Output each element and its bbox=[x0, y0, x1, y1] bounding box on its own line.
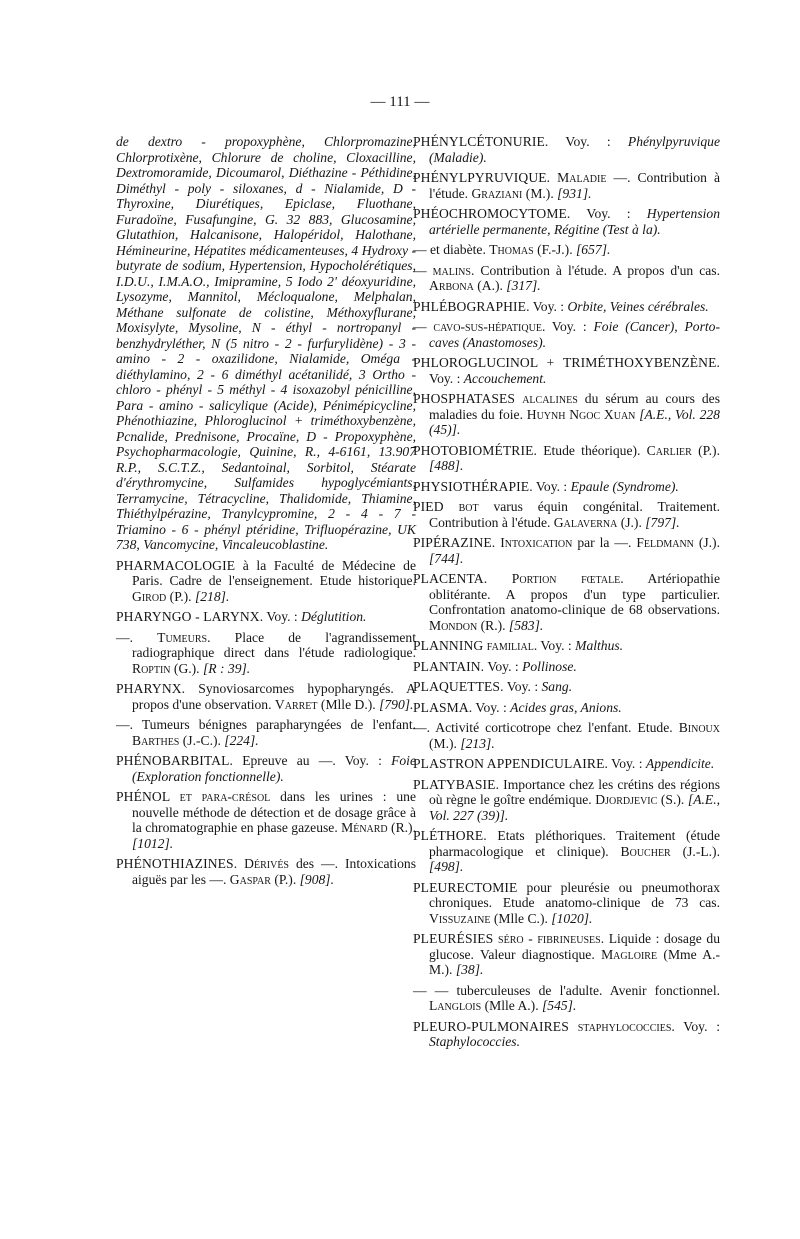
entry-text: [A.E., Vol. 227 (39)]. bbox=[429, 792, 720, 823]
entry-text: dans les urines : une nouvelle méthode de détection et de dosage grâce à la chromatographie en phase gazeuse. bbox=[132, 789, 416, 835]
entry-text: (P.). bbox=[270, 871, 300, 887]
entry-text: Hypertension artérielle permanente, Régitine (Test à la). bbox=[429, 206, 720, 237]
index-entry bbox=[413, 638, 720, 654]
entry-text: Pollinose. bbox=[522, 658, 577, 674]
entry-text: —. Contribution à l'étude. bbox=[429, 170, 720, 201]
entry-heading: PHÉNOL bbox=[116, 789, 180, 804]
entry-heading: PHARYNGO - LARYNX. bbox=[116, 609, 264, 624]
entry-heading: PIED bbox=[413, 499, 459, 514]
entry-text: Graziani bbox=[471, 185, 523, 201]
entry-text: Gaspar bbox=[229, 871, 271, 887]
entry-text: (S.). bbox=[657, 792, 688, 807]
entry-text: Etats pléthoriques. Traitement (étude pharmacologique et clinique). bbox=[429, 828, 720, 859]
index-entry bbox=[413, 679, 720, 695]
entry-heading: PHÉOCHROMOCYTOME. bbox=[413, 206, 571, 221]
index-entry bbox=[413, 242, 720, 258]
index-entry bbox=[413, 720, 720, 751]
entry-heading: PHYSIOTHÉRAPIE. bbox=[413, 478, 533, 494]
index-entry bbox=[413, 299, 720, 315]
entry-text: Voy. : bbox=[263, 609, 302, 624]
entry-text: [218]. bbox=[194, 588, 230, 604]
entry-text: Voy. : bbox=[608, 756, 646, 771]
entry-text: Voy. : bbox=[529, 298, 568, 314]
entry-text: — bbox=[413, 319, 434, 334]
entry-text: Djordjevic bbox=[595, 792, 658, 807]
entry-text: Portion fœtale bbox=[511, 571, 621, 586]
index-entry bbox=[413, 319, 720, 350]
entry-text: (J.). bbox=[617, 514, 646, 530]
entry-heading: PLEURECTOMIE bbox=[413, 879, 518, 895]
index-entry bbox=[413, 1019, 720, 1050]
index-entry bbox=[413, 443, 720, 474]
entry-text: — et diabète. bbox=[413, 242, 490, 257]
entry-text: (R.). bbox=[387, 820, 416, 835]
entry-heading: PLACENTA. bbox=[413, 571, 488, 586]
entry-text: [R : 39]. bbox=[202, 660, 251, 676]
entry-text: [224]. bbox=[224, 732, 259, 748]
entry-text: des —. Intoxications aiguës par les —. bbox=[132, 856, 416, 887]
entry-text: —. Tumeurs bénignes parapharyngées de l'enfant. bbox=[116, 717, 416, 732]
entry-text: Voy. : bbox=[484, 658, 523, 674]
entry-text: Ménard bbox=[341, 820, 388, 835]
entry-text: Feldmann bbox=[636, 535, 694, 550]
entry-text: . Place de l'agrandissement radiographique direct dans l'étude radiologique. bbox=[132, 629, 416, 660]
entry-text: Dérivés bbox=[244, 856, 289, 871]
entry-text: Foie (Cancer), Porto-caves (Anastomoses). bbox=[429, 319, 720, 350]
index-entry bbox=[413, 263, 720, 294]
entry-text: [545]. bbox=[542, 998, 577, 1013]
entry-text: Etude théorique). bbox=[536, 442, 647, 458]
index-entry bbox=[413, 756, 720, 772]
entry-heading: PHÉNOTHIAZINES. bbox=[116, 856, 238, 871]
index-entry bbox=[413, 828, 720, 875]
index-entry bbox=[413, 479, 720, 495]
entry-text: Thomas bbox=[489, 242, 534, 257]
entry-text: [498]. bbox=[429, 859, 464, 874]
entry-text: Girod bbox=[132, 588, 167, 604]
index-entry bbox=[413, 391, 720, 438]
entry-text: Barthes bbox=[132, 732, 180, 748]
entry-text: (Mlle A.). bbox=[481, 998, 542, 1013]
entry-text: (M.). bbox=[522, 185, 558, 201]
entry-heading: PLASTRON APPENDICULAIRE. bbox=[413, 756, 608, 771]
entry-text: Tumeurs bbox=[157, 629, 208, 645]
entry-text: Importance chez les crétins des régions où règne le goître endémique. bbox=[429, 776, 720, 807]
entry-text: . Contribution à l'étude. A propos d'un cas. bbox=[470, 262, 720, 278]
entry-text: (J.-C.). bbox=[179, 732, 225, 748]
entry-text: Mondon bbox=[429, 617, 478, 633]
entry-text: bot bbox=[458, 499, 479, 514]
entry-text: (J.-L.). bbox=[670, 843, 720, 859]
entry-heading: PHARMACOLOGIE bbox=[116, 557, 236, 573]
entry-text: (G.). bbox=[170, 660, 203, 676]
index-entry bbox=[116, 609, 416, 625]
entry-text: . Liquide : dosage du glucose. Valeur diagnostique. bbox=[429, 931, 720, 962]
entry-heading: PHOSPHATASES bbox=[413, 391, 523, 406]
entry-text bbox=[487, 571, 512, 586]
index-entry bbox=[413, 659, 720, 675]
entry-heading: PLATYBASIE. bbox=[413, 776, 500, 792]
entry-text: Staphylococcies. bbox=[429, 1034, 520, 1049]
entry-text: [583]. bbox=[508, 617, 544, 633]
entry-text: Acides gras, Anions. bbox=[510, 699, 622, 715]
entry-text: varus équin congénital. Traitement. Contribution à l'étude. bbox=[429, 499, 721, 530]
entry-text: Accouchement. bbox=[463, 370, 547, 386]
entry-text: de dextro - propoxyphène, Chlorpromazine, Chlorprotixène, Chlorure de choline, Cloxacilline, Dextromoramide, Dicoumarol, Diéthazine - Péthidine, Diméthyl - poly - siloxanes, d - Nialamide, D - Thyroxine, Diurétiques, Epiclase, Fluothane, Furadoïne, Fusafungine, G. 32 883, Glucosamine, Glutathion, Halcanisone, Halopéridol, Halothane, Hémineurine, Hépatites médicamenteuses, 4 Hydroxy - butyrate de sodium, Hypertension, Hypocholérétiques, I.D.U., I.M.A.O., Imipramine, 5 Iodo 2' déoxyuridine, Lysozyme, Mannitol, Mécloqualone, Melphalan, Méthane sulfonate de colistine, Méthoxyflurane, Moxisylyte, Mysoline, N - éthyl - nortropanyl - benzhydryléther, N (5 nitro - 2 - furfurylidène) - 3 - amino - 2 - oxazilidone, Nialamide, Oméga - diéthylamino, 2 - 6 diméthyl acétanilidé, 3 Ortho - chloro - phényl - 5 méthyl - 4 isoxazobyl pénicilline, Para - amino - salicylique (Acide), Pénimépicycline, Phénothiazine, Phloroglucinol + triméthoxybenzène, Pcnalide, Prednisone, Procaïne, D - Propoxyphène, Psychopharmacologie, Quinine, R., 4-6161, 13.907 R.P., S.C.T.Z., Sedantoinal, Sorbitol, Stéarate d'érythromycine, Sulfamides hypoglycémiants, Terramycine, Tétracycline, Thalidomide, Thiamine, Thiéthylpérazine, Tranylcypromine, 2 - 4 - 7 - Triamino - 6 - phényl ptéridine, Trifluopérazine, UK 738, Vancomycine, Vincaleucoblastine. bbox=[116, 134, 416, 552]
entry-text: . Voy. : bbox=[533, 638, 576, 653]
entry-text: Synoviosarcomes hypopharyngés. A propos d'une observation. bbox=[132, 681, 416, 712]
entry-text: (Mme A.-M.). bbox=[429, 946, 721, 977]
entry-text: Magloire bbox=[601, 946, 658, 962]
entry-text: (P.). bbox=[166, 588, 195, 604]
entry-text: (M.). bbox=[429, 735, 461, 751]
entry-text: . Artériopathie oblitérante. A propos d'un type particulier. Confrontation anatomo-clinique de 68 observations. bbox=[429, 571, 720, 617]
entry-text: [1020]. bbox=[551, 910, 593, 926]
entry-text: Galaverna bbox=[553, 514, 618, 530]
entry-text: [931]. bbox=[557, 185, 592, 201]
entry-text: —. bbox=[116, 629, 158, 645]
entry-text: à la Faculté de Médecine de Paris. Cadre de l'enseignement. Etude historique. bbox=[132, 557, 416, 588]
index-entry bbox=[413, 134, 720, 165]
entry-text: [790]. bbox=[379, 696, 414, 712]
entry-text: . Voy. : bbox=[541, 319, 594, 334]
entry-heading: PLASMA. bbox=[413, 699, 473, 715]
index-entry bbox=[413, 170, 720, 201]
entry-heading: PLANTAIN. bbox=[413, 658, 485, 674]
entry-text: Appendicite. bbox=[645, 756, 715, 771]
index-entry bbox=[413, 499, 720, 530]
index-entry bbox=[116, 789, 416, 851]
entry-text: Roptin bbox=[132, 660, 171, 676]
entry-heading: PHÉNYLPYRUVIQUE. bbox=[413, 170, 551, 185]
index-entry bbox=[116, 856, 416, 887]
entry-text: Carlier bbox=[646, 442, 692, 458]
entry-text: Voy. : bbox=[532, 478, 571, 494]
index-entry bbox=[413, 880, 720, 927]
left-column bbox=[116, 134, 416, 892]
index-entry bbox=[116, 134, 416, 553]
entry-text: Varret bbox=[274, 696, 318, 712]
entry-heading: PLÉTHORE. bbox=[413, 828, 487, 843]
entry-text: (Mlle C.). bbox=[490, 910, 552, 926]
entry-text: malins bbox=[432, 262, 471, 278]
entry-text: et para-crésol bbox=[179, 789, 271, 804]
entry-heading: PLEURO-PULMONAIRES bbox=[413, 1018, 578, 1034]
entry-text: Voy. : bbox=[429, 370, 464, 386]
entry-text: alcalines bbox=[522, 391, 578, 406]
entry-text: [213]. bbox=[460, 735, 495, 751]
entry-text: Arbona bbox=[429, 278, 474, 293]
entry-text: — — tuberculeuses de l'adulte. Avenir fonctionnel. bbox=[413, 982, 720, 998]
entry-text: Epreuve au —. Voy. : bbox=[233, 753, 392, 768]
page-number: — 111 — bbox=[370, 94, 430, 110]
index-entry bbox=[413, 535, 720, 566]
entry-heading: PLEURÉSIES bbox=[413, 931, 499, 946]
entry-text: Huynh Ngoc Xuan bbox=[526, 406, 636, 422]
entry-text: staphylococcies bbox=[577, 1018, 672, 1034]
entry-text: [A.E., Vol. 228 (45)]. bbox=[429, 406, 720, 437]
entry-text: Voy. : bbox=[503, 679, 542, 694]
entry-text: —. Activité corticotrope chez l'enfant. Etude. bbox=[413, 720, 679, 735]
entry-text: du sérum au cours des maladies du foie. bbox=[429, 391, 720, 422]
entry-text: [317]. bbox=[506, 278, 541, 293]
index-entry bbox=[413, 206, 720, 237]
entry-text: Foie (Exploration fonctionnelle). bbox=[132, 753, 416, 784]
entry-text: [488]. bbox=[429, 458, 464, 473]
entry-text: Binoux bbox=[678, 720, 720, 735]
index-entry bbox=[116, 630, 416, 677]
entry-text: Malthus. bbox=[575, 638, 624, 653]
index-entry bbox=[116, 681, 416, 712]
entry-text: pour pleurésie ou pneumothorax chroniques. Etude anatomo-clinique de 73 cas. bbox=[429, 879, 720, 910]
index-entry bbox=[413, 355, 720, 386]
entry-text: Boucher bbox=[620, 843, 671, 859]
entry-text: Langlois bbox=[429, 998, 482, 1013]
entry-text: familial bbox=[486, 638, 534, 653]
entry-text: (P.). bbox=[691, 442, 720, 458]
entry-text: Maladie bbox=[557, 170, 607, 185]
entry-text: [657]. bbox=[576, 242, 611, 257]
entry-text: [744]. bbox=[429, 550, 464, 566]
entry-text: Phénylpyruvique (Maladie). bbox=[429, 134, 720, 165]
entry-text: [1012]. bbox=[132, 835, 174, 851]
right-column bbox=[413, 134, 720, 1055]
entry-text: (Mlle D.). bbox=[317, 696, 380, 712]
entry-text: (A.). bbox=[473, 278, 507, 293]
entry-heading: PHARYNX. bbox=[116, 681, 186, 696]
entry-text: . Voy. : bbox=[671, 1018, 720, 1034]
entry-text: [797]. bbox=[645, 514, 680, 530]
index-entry bbox=[116, 753, 416, 784]
entry-heading: PHÉNOBARBITAL. bbox=[116, 753, 233, 768]
entry-text: [908]. bbox=[299, 871, 334, 887]
entry-text: Déglutition. bbox=[301, 609, 367, 624]
entry-heading: PHOTOBIOMÉTRIE. bbox=[413, 442, 537, 458]
index-entry bbox=[413, 983, 720, 1014]
entry-heading: PHLOROGLUCINOL + TRIMÉTHOXYBENZÈNE. bbox=[413, 355, 720, 370]
index-entry bbox=[116, 558, 416, 605]
index-entry bbox=[413, 571, 720, 633]
entry-heading: PLANNING bbox=[413, 638, 487, 653]
entry-text: (F.-J.). bbox=[533, 242, 577, 257]
entry-text: Epaule (Syndrome). bbox=[570, 478, 679, 494]
index-entry bbox=[413, 700, 720, 716]
index-entry bbox=[116, 717, 416, 748]
entry-text: Intoxication bbox=[500, 535, 573, 550]
entry-text: [38]. bbox=[455, 962, 484, 977]
entry-heading: PHÉNYLCÉTONURIE. bbox=[413, 134, 549, 149]
index-entry bbox=[413, 777, 720, 824]
entry-text: (J.). bbox=[693, 535, 720, 550]
entry-text: (R.). bbox=[477, 617, 509, 633]
entry-text: Voy. : bbox=[472, 699, 511, 715]
entry-heading: PLAQUETTES. bbox=[413, 679, 504, 694]
entry-text: Orbite, Veines cérébrales. bbox=[567, 298, 709, 314]
entry-text: cavo-sus-hépatique bbox=[433, 319, 542, 334]
entry-text: Voy. : bbox=[548, 134, 628, 149]
entry-text: Sang. bbox=[541, 679, 573, 694]
entry-text: Voy. : bbox=[570, 206, 647, 221]
entry-text: séro - fibrineuses bbox=[498, 931, 601, 946]
entry-heading: PHLÉBOGRAPHIE. bbox=[413, 298, 530, 314]
entry-text: — bbox=[413, 262, 433, 278]
entry-text: par la —. bbox=[572, 535, 637, 550]
index-entry bbox=[413, 931, 720, 978]
entry-heading: PIPÉRAZINE. bbox=[413, 535, 496, 550]
entry-text: Vissuzaine bbox=[429, 910, 491, 926]
